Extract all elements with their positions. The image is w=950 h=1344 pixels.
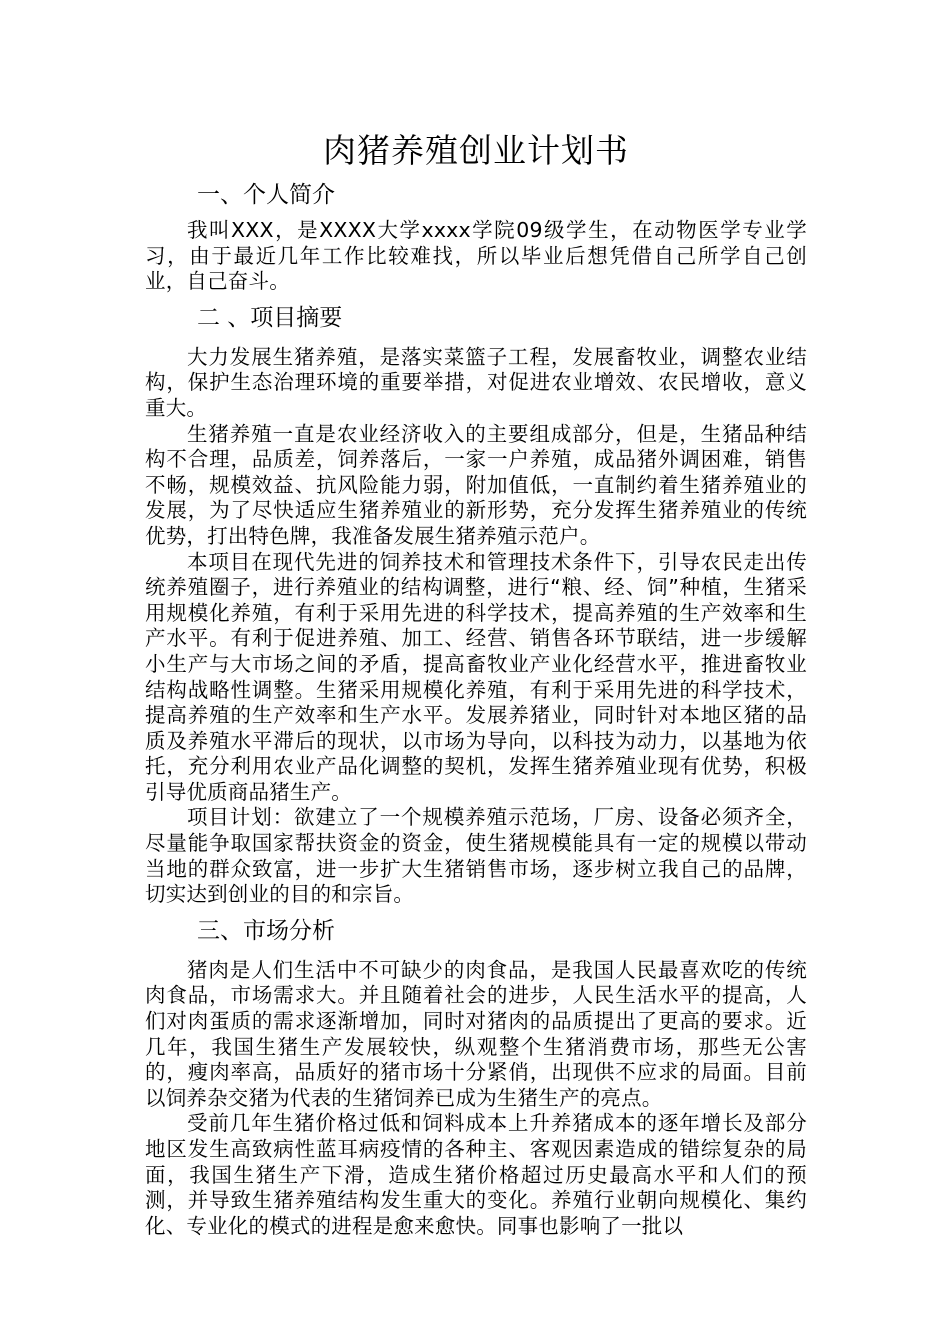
paragraph: 大力发展生猪养殖，是落实菜篮子工程，发展畜牧业，调整农业结构，保护生态治理环境的重要举措，对促进农业增效、农民增收，意义重大。: [145, 344, 807, 420]
section-heading-profile: 一、个人简介: [197, 182, 335, 208]
paragraph: 我叫XXX，是XXXX大学xxxx学院09级学生，在动物医学专业学习，由于最近几年工作比较难找，所以毕业后想凭借自己所学自己创业，自己奋斗。: [145, 218, 807, 294]
paragraph: 受前几年生猪价格过低和饲料成本上升养猪成本的逐年增长及部分地区发生高致病性蓝耳病疫情的各种主、客观因素造成的错综复杂的局面，我国生猪生产下滑，造成生猪价格超过历史最高水平和人们的预测，并导致生猪养殖结构发生重大的变化。养殖行业朝向规模化、集约化、专业化的模式的进程是愈来愈快。同事也影响了一批以: [145, 1111, 807, 1238]
document-body: [145, 128, 807, 1239]
paragraph: 猪肉是人们生活中不可缺少的肉食品，是我国人民最喜欢吃的传统肉食品，市场需求大。并且随着社会的进步，人民生活水平的提高，人们对肉蛋质的需求逐渐增加，同时对猪肉的品质提出了更高的要求。近几年，我国生猪生产发展较快，纵观整个生猪消费市场，那些无公害的，瘦肉率高，品质好的猪市场十分紧俏，出现供不应求的局面。目前以饲养杂交猪为代表的生猪饲养已成为生猪生产的亮点。: [145, 957, 807, 1110]
document-title: 肉猪养殖创业计划书: [323, 131, 629, 170]
section-heading-market: 三、市场分析: [197, 917, 335, 944]
section-heading-summary: 二 、项目摘要: [197, 304, 343, 331]
paragraph: 本项目在现代先进的饲养技术和管理技术条件下，引导农民走出传统养殖圈子，进行养殖业的结构调整，进行“粮、经、饲”种植，生猪采用规模化养殖，有利于采用先进的科学技术，提高养殖的生产效率和生产水平。有利于促进养殖、加工、经营、销售各环节联结，进一步缓解小生产与大市场之间的矛盾，提高畜牧业产业化经营水平，推进畜牧业结构战略性调整。生猪采用规模化养殖，有利于采用先进的科学技术，提高养殖的生产效率和生产水平。发展养猪业，同时针对本地区猪的品质及养殖水平滞后的现状，以市场为导向，以科技为动力，以基地为依托，充分利用农业产品化调整的契机，发挥生猪养殖业现有优势，积极引导优质商品猪生产。: [145, 549, 807, 804]
paragraph: 项目计划：欲建立了一个规模养殖示范场，厂房、设备必须齐全，尽量能争取国家帮扶资金的资金，使生猪规模能具有一定的规模以带动当地的群众致富，进一步扩大生猪销售市场，逐步树立我自己的品牌，切实达到创业的目的和宗旨。: [145, 805, 807, 907]
paragraph: 生猪养殖一直是农业经济收入的主要组成部分，但是，生猪品种结构不合理，品质差，饲养落后，一家一户养殖，成品猪外调困难，销售不畅，规模效益、抗风险能力弱，附加值低，一直制约着生猪养殖业的发展，为了尽快适应生猪养殖业的新形势，充分发挥生猪养殖业的传统优势，打出特色牌，我准备发展生猪养殖示范户。: [145, 421, 807, 548]
